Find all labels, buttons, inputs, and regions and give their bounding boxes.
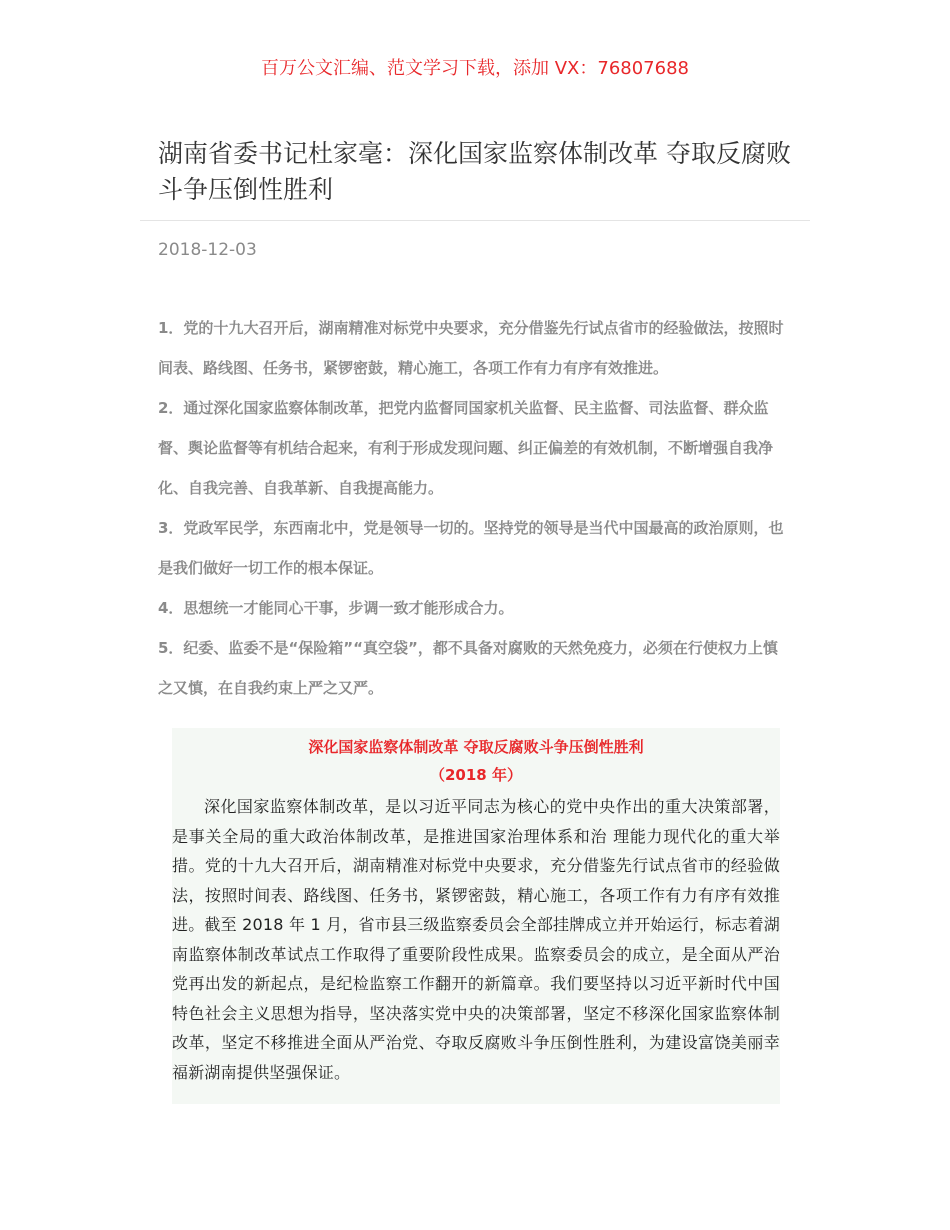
- publish-date: 2018-12-03: [158, 240, 257, 260]
- document-excerpt: [172, 728, 780, 1104]
- key-point-2: 2．通过深化国家监察体制改革，把党内监督同国家机关监督、民主监督、司法监督、群众监督、舆论监督等有机结合起来，有利于形成发现问题、纠正偏差的有效机制，不断增强自我净化、自我完善、自我革新、自我提高能力。: [158, 399, 774, 497]
- title-divider: [140, 220, 810, 221]
- promo-banner: 百万公文汇编、范文学习下载，添加 VX：76807688: [261, 58, 689, 79]
- document-title: 深化国家监察体制改革 夺取反腐败斗争压倒性胜利: [308, 738, 644, 756]
- key-point-3: 3．党政军民学，东西南北中，党是领导一切的。坚持党的领导是当代中国最高的政治原则，也是我们做好一切工作的根本保证。: [158, 519, 784, 577]
- key-point-4: 4．思想统一才能同心干事，步调一致才能形成合力。: [158, 599, 514, 617]
- document-body: 深化国家监察体制改革，是以习近平同志为核心的党中央作出的重大决策部署，是事关全局的重大政治体制改革，是推进国家治理体系和治 理能力现代化的重大举措。党的十九大召开后，湖南精准对标党中央要求，充分借鉴先行试点省市的经验做法，按照时间表、路线图、任务书，紧锣密鼓，精心施工，各项工作有力有序有效推进。截至 2018 年 1 月，省市县三级监察委员会全部挂牌成立并开始运行，标志着湖南监察体制改革试点工作取得了重要阶段性成果。监察委员会的成立，是全面从严治党再出发的新起点，是纪检监察工作翻开的新篇章。我们要坚持以习近平新时代中国特色社会主义思想为指导，坚决落实党中央的决策部署，坚定不移深化国家监察体制改革，坚定不移推进全面从严治党、夺取反腐败斗争压倒性胜利，为建设富饶美丽幸福新湖南提供坚强保证。: [172, 797, 780, 1082]
- article-title: 湖南省委书记杜家毫：深化国家监察体制改革 夺取反腐败斗争压倒性胜利: [158, 139, 791, 204]
- key-points-list: [158, 308, 788, 708]
- key-point-1: 1．党的十九大召开后，湖南精准对标党中央要求，充分借鉴先行试点省市的经验做法，按照时间表、路线图、任务书，紧锣密鼓，精心施工，各项工作有力有序有效推进。: [158, 319, 784, 377]
- key-point-5: 5．纪委、监委不是“保险箱”“真空袋”，都不具备对腐败的天然免疫力，必须在行使权力上慎之又慎，在自我约束上严之又严。: [158, 639, 778, 697]
- document-year: （2018 年）: [430, 766, 522, 784]
